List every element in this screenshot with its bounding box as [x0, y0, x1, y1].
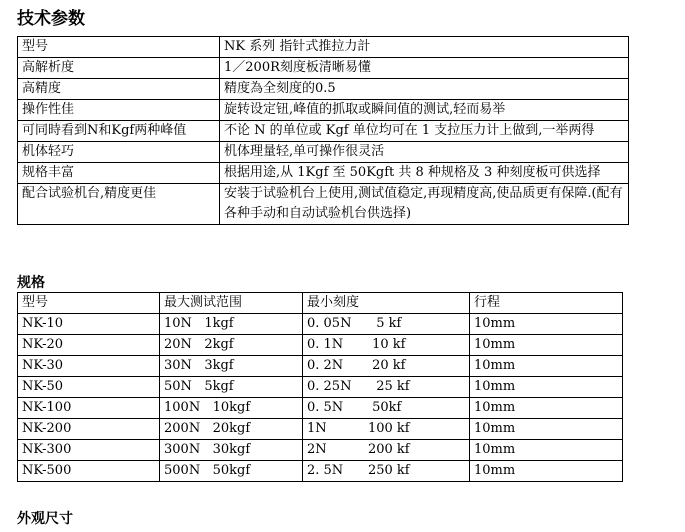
- cell-min-scale: 1N 100 kf: [303, 419, 470, 440]
- cell-stroke: 10mm: [470, 356, 623, 377]
- param-name: 型号: [18, 37, 220, 58]
- specifications-body: [18, 314, 623, 482]
- cell-stroke: 10mm: [470, 461, 623, 482]
- cell-max-range: 100N 10kgf: [160, 398, 303, 419]
- table-row: [18, 356, 623, 377]
- section-heading-dimensions: 外观尺寸: [17, 511, 73, 527]
- cell-model: NK-100: [18, 398, 160, 419]
- cell-min-scale: 0. 05N 5 kf: [303, 314, 470, 335]
- table-row: [18, 37, 629, 58]
- param-name: 配合试验机台,精度更佳: [18, 184, 220, 225]
- cell-stroke: 10mm: [470, 398, 623, 419]
- cell-max-range: 30N 3kgf: [160, 356, 303, 377]
- param-value: 安装于试验机台上使用,测试值稳定,再现精度高,使品质更有保障.(配有各种手动和自动试验机台供选择): [220, 184, 629, 225]
- param-name: 可同時看到N和Kgf两种峰值: [18, 121, 220, 142]
- table-row: [18, 142, 629, 163]
- cell-min-scale: 0. 1N 10 kf: [303, 335, 470, 356]
- cell-stroke: 10mm: [470, 419, 623, 440]
- cell-model: NK-50: [18, 377, 160, 398]
- section-heading-specifications: 规格: [17, 275, 45, 291]
- cell-max-range: 50N 5kgf: [160, 377, 303, 398]
- cell-stroke: 10mm: [470, 440, 623, 461]
- table-row: [18, 100, 629, 121]
- param-value: 旋转设定钮,峰值的抓取或瞬间值的测试,轻而易举: [220, 100, 629, 121]
- cell-min-scale: 0. 2N 20 kf: [303, 356, 470, 377]
- table-row: [18, 461, 623, 482]
- param-value: 不论 N 的单位或 Kgf 单位均可在 1 支拉压力计上做到,一举两得: [220, 121, 629, 142]
- table-row: [18, 79, 629, 100]
- table-row: [18, 377, 623, 398]
- cell-model: NK-20: [18, 335, 160, 356]
- param-name: 高解析度: [18, 58, 220, 79]
- cell-model: NK-30: [18, 356, 160, 377]
- param-name: 规格丰富: [18, 163, 220, 184]
- table-row: [18, 163, 629, 184]
- param-value: 精度為全刻度的0.5: [220, 79, 629, 100]
- cell-stroke: 10mm: [470, 314, 623, 335]
- table-row: [18, 335, 623, 356]
- param-value: 机体理量轻,单可操作很灵活: [220, 142, 629, 163]
- cell-min-scale: 2N 200 kf: [303, 440, 470, 461]
- cell-model: NK-300: [18, 440, 160, 461]
- table-row: [18, 58, 629, 79]
- column-header-stroke: 行程: [470, 293, 623, 314]
- specifications-table: [17, 292, 623, 482]
- cell-model: NK-10: [18, 314, 160, 335]
- section-heading-technical-params: 技术参数: [17, 9, 85, 29]
- table-row: [18, 398, 623, 419]
- cell-model: NK-200: [18, 419, 160, 440]
- cell-max-range: 500N 50kgf: [160, 461, 303, 482]
- cell-max-range: 20N 2kgf: [160, 335, 303, 356]
- cell-stroke: 10mm: [470, 377, 623, 398]
- technical-params-table: [17, 36, 629, 225]
- cell-min-scale: 0. 5N 50kf: [303, 398, 470, 419]
- cell-max-range: 200N 20kgf: [160, 419, 303, 440]
- column-header-model: 型号: [18, 293, 160, 314]
- table-header-row: [18, 293, 623, 314]
- table-row: [18, 440, 623, 461]
- param-name: 操作性佳: [18, 100, 220, 121]
- table-row: [18, 184, 629, 225]
- cell-stroke: 10mm: [470, 335, 623, 356]
- param-value: 1／200R刻度板清晰易懂: [220, 58, 629, 79]
- cell-min-scale: 0. 25N 25 kf: [303, 377, 470, 398]
- param-value: NK 系列 指针式推拉力計: [220, 37, 629, 58]
- table-row: [18, 314, 623, 335]
- column-header-max-range: 最大测试范围: [160, 293, 303, 314]
- param-value: 根据用途,从 1Kgf 至 50Kgft 共 8 种规格及 3 种刻度板可供选择: [220, 163, 629, 184]
- cell-model: NK-500: [18, 461, 160, 482]
- column-header-min-scale: 最小刻度: [303, 293, 470, 314]
- table-row: [18, 121, 629, 142]
- table-row: [18, 419, 623, 440]
- cell-min-scale: 2. 5N 250 kf: [303, 461, 470, 482]
- param-name: 高精度: [18, 79, 220, 100]
- cell-max-range: 300N 30kgf: [160, 440, 303, 461]
- cell-max-range: 10N 1kgf: [160, 314, 303, 335]
- param-name: 机体轻巧: [18, 142, 220, 163]
